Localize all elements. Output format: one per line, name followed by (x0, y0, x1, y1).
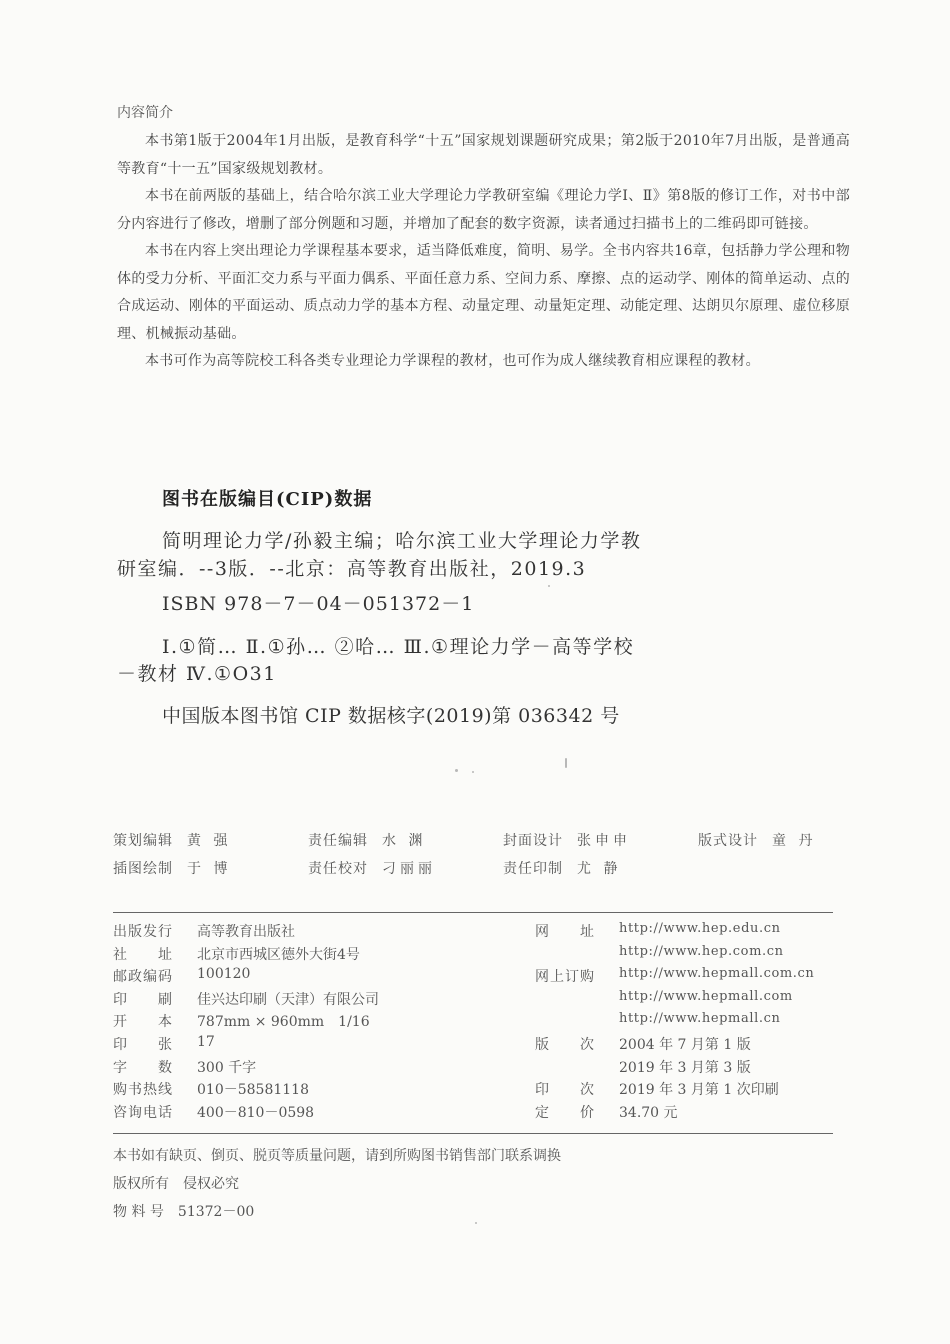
pub-value: 34.70 元 (619, 1104, 678, 1121)
staff-role: 责任印制 (503, 861, 563, 877)
pub-label: 定 价 (535, 1104, 595, 1121)
staff-role: 封面设计 (503, 833, 563, 849)
pub-label: 网上订购 (535, 969, 595, 986)
staff-name: 童 丹 (772, 833, 817, 849)
pub-value: 010－58581118 (197, 1082, 309, 1099)
cip-classification: Ⅰ.①简… Ⅱ.①孙… ②哈… Ⅲ.①理论力学－高等学校－教材 Ⅳ.①O31 (117, 635, 635, 685)
footer-notice (113, 1142, 561, 1226)
staff-row (113, 858, 843, 886)
staff-credit (503, 858, 621, 878)
pub-label: 购书热线 (113, 1082, 173, 1099)
pub-label: 字 数 (113, 1059, 173, 1076)
staff-credit (308, 830, 426, 850)
rights-label: 版权所有 (113, 1176, 169, 1192)
staff-name: 水 渊 (382, 833, 427, 849)
staff-role: 版式设计 (698, 833, 758, 849)
scan-speck (472, 771, 474, 773)
cip-title: 图书在版编目(CIP)数据 (162, 489, 373, 510)
staff-name: 尤 静 (577, 861, 622, 877)
cip-check-number: 中国版本图书馆 CIP 数据核字(2019)第 036342 号 (162, 704, 620, 727)
scan-speck (565, 758, 567, 768)
intro-paragraph: 本书可作为高等院校工科各类专业理论力学课程的教材，也可作为成人继续教育相应课程的教材。 (145, 353, 760, 369)
pub-label: 印 张 (113, 1036, 173, 1053)
pub-label: 咨询电话 (113, 1104, 173, 1121)
rights-value: 侵权必究 (183, 1176, 239, 1192)
website-link: http://www.hepmall.com (619, 988, 793, 1004)
intro-paragraph: 本书在内容上突出理论力学课程基本要求，适当降低难度，简明、易学。全书内容共16章，包括静力学公理和物体的受力分析、平面汇交力系与平面力偶系、平面任意力系、空间力系、摩擦、点的运动学、刚体的简单运动、点的合成运动、刚体的平面运动、质点动力学的基本方程、动量定理、动量矩定理、动能定理、达朗贝尔原理、虚位移原理、机械振动基础。 (117, 243, 850, 342)
staff-credit (113, 858, 231, 878)
staff-name: 张申申 (577, 833, 631, 849)
item-number-value: 51372－00 (177, 1204, 255, 1220)
intro-section (117, 128, 850, 376)
staff-credit (698, 830, 816, 850)
website-link: http://www.hepmall.com.cn (619, 966, 815, 982)
staff-role: 插图绘制 (113, 861, 173, 877)
intro-paragraph: 本书第1版于2004年1月出版，是教育科学“十五”国家规划课题研究成果；第2版于2010年7月出版，是普通高等教育“十一五”国家级规划教材。 (117, 133, 850, 177)
rights-line (113, 1170, 561, 1198)
staff-role: 责任编辑 (308, 833, 368, 849)
pub-value: 100120 (197, 966, 251, 983)
staff-name: 黄 强 (187, 833, 232, 849)
cip-record (117, 528, 652, 730)
website-link: http://www.hep.com.cn (619, 943, 784, 959)
item-number-label: 物 料 号 (113, 1204, 164, 1220)
staff-role: 策划编辑 (113, 833, 173, 849)
item-number-line (113, 1198, 561, 1226)
staff-row (113, 830, 843, 858)
scan-speck (475, 1222, 477, 1224)
cip-isbn: ISBN 978－7－04－051372－1 (162, 593, 475, 615)
staff-role: 责任校对 (308, 861, 368, 877)
staff-name: 于 博 (187, 861, 232, 877)
pub-value: 2019 年 3 月第 1 次印刷 (619, 1082, 779, 1099)
pub-value: 17 (197, 1033, 215, 1050)
intro-paragraph: 本书在前两版的基础上，结合哈尔滨工业大学理论力学教研室编《理论力学Ⅰ、Ⅱ》第8版的修订工作，对书中部分内容进行了修改，增删了部分例题和习题，并增加了配套的数字资源，读者通过扫描书上的二维码即可链接。 (117, 188, 850, 232)
pub-label: 网 址 (535, 924, 595, 940)
staff-credit (113, 830, 231, 850)
pub-value: 北京市西城区德外大街4号 (197, 946, 360, 963)
pub-label: 开 本 (113, 1014, 173, 1031)
pub-value: 300 千字 (197, 1059, 257, 1076)
cip-main-entry: 简明理论力学/孙毅主编；哈尔滨工业大学理论力学教研室编．--3版．--北京：高等教育出版社，2019.3 (117, 530, 642, 580)
staff-name: 刁丽丽 (382, 861, 436, 877)
staff-credits (113, 830, 843, 886)
divider-rule (113, 912, 833, 913)
pub-label: 邮政编码 (113, 969, 173, 986)
pub-value: 高等教育出版社 (197, 924, 295, 940)
pub-value: 2004 年 7 月第 1 版 (619, 1036, 751, 1053)
pub-value: 400－810－0598 (197, 1104, 315, 1121)
pub-value: 佳兴达印刷（天津）有限公司 (197, 991, 379, 1008)
pub-label: 社 址 (113, 946, 173, 963)
website-link: http://www.hepmall.cn (619, 1011, 781, 1027)
intro-title: 内容简介 (117, 105, 173, 121)
pub-label: 出版发行 (113, 924, 173, 940)
pub-label: 版 次 (535, 1036, 595, 1053)
pub-value: 787mm × 960mm 1/16 (197, 1014, 370, 1031)
quality-notice: 本书如有缺页、倒页、脱页等质量问题，请到所购图书销售部门联系调换 (113, 1148, 561, 1164)
scan-speck (455, 769, 458, 772)
pub-label: 印 次 (535, 1082, 595, 1099)
scan-speck (548, 585, 550, 587)
website-link: http://www.hep.edu.cn (619, 921, 781, 936)
pub-label: 印 刷 (113, 991, 173, 1008)
divider-rule (113, 1133, 833, 1134)
staff-credit (503, 830, 631, 850)
staff-credit (308, 858, 436, 878)
pub-value: 2019 年 3 月第 3 版 (619, 1059, 751, 1076)
